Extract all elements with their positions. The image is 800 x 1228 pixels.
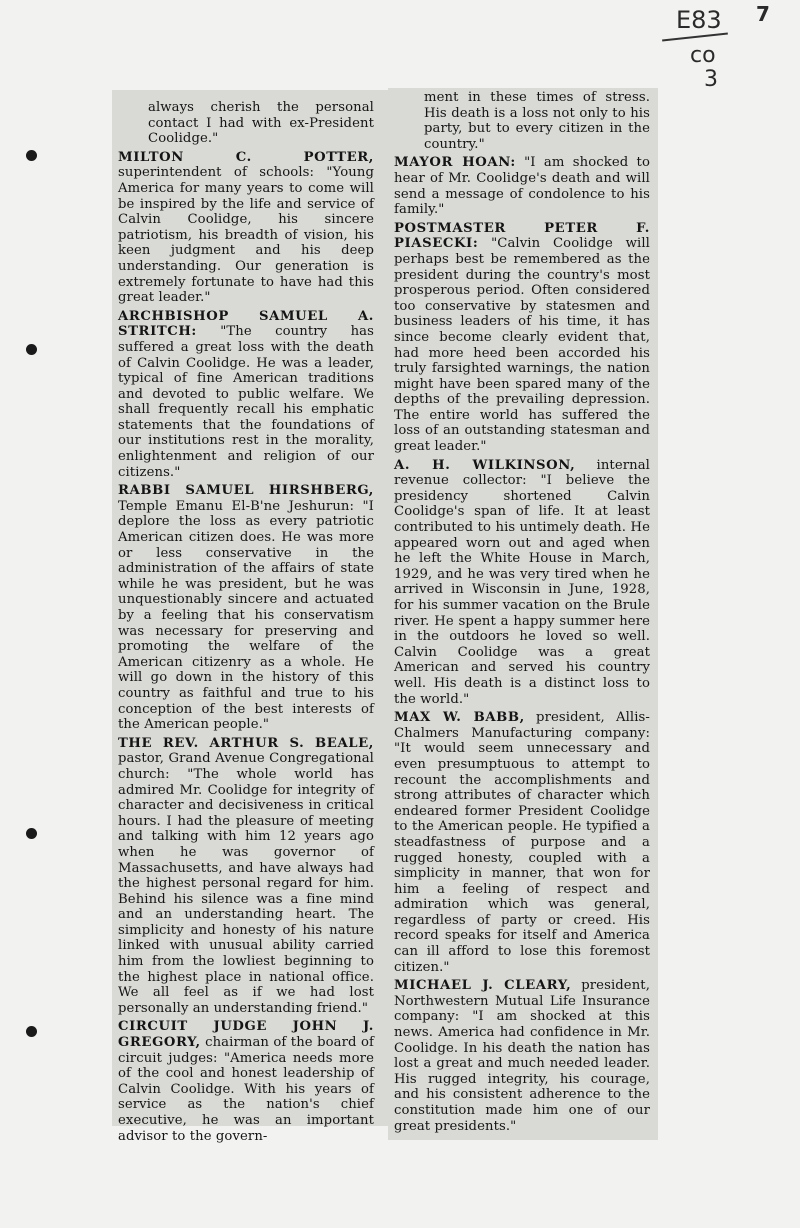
right-paragraph-0: ment in these times of stress. His death is a loss not only to his party, but to every citizen in the country." (424, 90, 650, 152)
left-paragraph-2: ARCHBISHOP SAMUEL A. STRITCH: "The country has suffered a great loss with the death of Calvin Coolidge. He was a leader, typical of fine American traditions and devoted to public welfare. We shall frequently recall his emphatic statements that the foundations of our institutions rest in the morality, enlightenment and religion of our citizens." (118, 308, 374, 480)
speaker-name: THE REV. ARTHUR S. BEALE, (118, 735, 374, 751)
handwritten-code: E83 (676, 6, 722, 34)
speaker-name: MAYOR HOAN: (394, 155, 516, 171)
left-paragraph-4: THE REV. ARTHUR S. BEALE, pastor, Grand Avenue Congregational church: "The whole world has admired Mr. Coolidge for integrity of character and decisiveness in critical hours. I had the pleasure of meeting and talking with him 12 years ago when he was governor of Massachusetts, and have always had the highest personal regard for him. Behind his silence was a fine mind and an understanding heart. The simplicity and honesty of his nature linked with unusual ability carried him from the lowliest beginning to the highest place in national office. We all feel as if we had lost personally an understanding friend." (118, 735, 374, 1016)
left-paragraph-3: RABBI SAMUEL HIRSHBERG, Temple Emanu El-B'ne Jeshurun: "I deplore the loss as every patriotic American citizen does. He was more or less conservative in the administration of the affairs of state while he was president, but he was unquestionably sincere and actuated by a feeling that his conservatism was necessary for preserving and promoting the welfare of the American citizenry as a whole. He will go down in the history of this country as faithful and true to his conception of the best interests of the American people." (118, 483, 374, 733)
speaker-name: RABBI SAMUEL HIRSHBERG, (118, 483, 374, 499)
speaker-name: ARCHBISHOP SAMUEL A. STRITCH: (118, 308, 374, 340)
right-paragraph-3: A. H. WILKINSON, internal revenue collector: "I believe the presidency shortened Calvin Coolidge's span of life. It at least contributed to his untimely death. He appeared worn out and aged when he left the White House in March, 1929, and he was very tired when he arrived in Wisconsin in June, 1928, for his summer vacation on the Brule river. He spent a happy summer here in the outdoors he loved so well. Calvin Coolidge was a great American and served his country well. His death is a distinct loss to the world." (394, 457, 650, 707)
right-paragraph-1: MAYOR HOAN: "I am shocked to hear of Mr. Coolidge's death and will send a message of condolence to his family." (394, 155, 650, 218)
speaker-name: MAX W. BABB, (394, 710, 525, 726)
punch-hole (26, 828, 37, 839)
clipping-left-column (112, 90, 388, 1144)
right-paragraph-5: MICHAEL J. CLEARY, president, Northwestern Mutual Life Insurance company: "I am shocked at this news. America had confidence in Mr. Coolidge. In his death the nation has lost a great and much needed leader. His rugged integrity, his courage, and his consistent adherence to the constitution made him one of our great presidents." (394, 978, 650, 1134)
speaker-name: MILTON C. POTTER, (118, 149, 374, 165)
right-paragraph-2: POSTMASTER PETER F. PIASECKI: "Calvin Coolidge will perhaps best be remembered as the president during the country's most prosperous period. Often considered too conservative by statesmen and business leaders of his time, it has since become clearly evident that, had more heed been accorded his truly farsighted warnings, the nation might have been spared many of the depths of the prevailing depression. The entire world has suffered the loss of an outstanding statesman and great leader." (394, 220, 650, 455)
left-paragraph-5: CIRCUIT JUDGE JOHN J. GREGORY, chairman of the board of circuit judges: "America needs more of the cool and honest leadership of Calvin Coolidge. With his years of service as the nation's chief executive, he was an important advisor to the govern- (118, 1019, 374, 1144)
speaker-name: POSTMASTER PETER F. PIASECKI: (394, 220, 650, 252)
left-paragraph-0: always cherish the personal contact I had with ex-President Coolidge." (148, 100, 374, 147)
handwritten-sub-1: co (690, 43, 716, 68)
punch-hole (26, 1026, 37, 1037)
punch-hole (26, 344, 37, 355)
clipping-right-column (388, 88, 658, 1140)
speaker-name: A. H. WILKINSON, (394, 457, 576, 473)
handwritten-sub-2: 3 (704, 67, 718, 92)
speaker-name: CIRCUIT JUDGE JOHN J. GREGORY, (118, 1019, 374, 1051)
right-paragraph-4: MAX W. BABB, president, Allis-Chalmers Manufacturing company: "It would seem unnecessary and even presumptuous to attempt to recount the accomplishments and strong attributes of character which endeared former President Coolidge to the American people. He typified a steadfastness of purpose and a rugged honesty, coupled with a simplicity in manner, that won for him a feeling of respect and admiration which was general, regardless of party or creed. His record speaks for itself and America can ill afford to lose this foremost citizen." (394, 710, 650, 975)
page-number: 7 (756, 2, 770, 26)
punch-hole (26, 150, 37, 161)
left-column-text (118, 100, 374, 1147)
left-paragraph-1: MILTON C. POTTER, superintendent of schools: "Young America for many years to come will be inspired by the life and service of Calvin Coolidge, his sincere patriotism, his breadth of vision, his keen judgment and his deep understanding. Our generation is extremely fortunate to have had this great leader." (118, 149, 374, 306)
right-column-text (394, 90, 650, 1137)
speaker-name: MICHAEL J. CLEARY, (394, 978, 572, 994)
